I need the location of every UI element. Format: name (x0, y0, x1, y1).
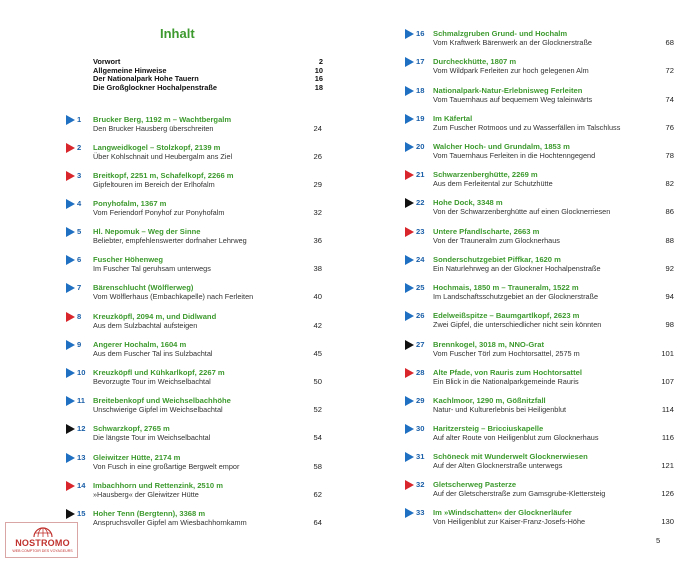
toc-entry-page: 116 (661, 433, 674, 442)
toc-entry-page: 72 (665, 66, 674, 75)
toc-entry-title: Schwarzenberghütte, 2269 m (433, 170, 538, 179)
toc-entry-number: 19 (416, 114, 425, 123)
front-matter-page: 2 (318, 57, 323, 66)
toc-entry-page: 42 (313, 321, 322, 330)
toc-entry-subtitle: Im Fuscher Tal geruhsam unterwegs (93, 264, 211, 273)
toc-entry-number: 13 (77, 453, 86, 462)
toc-entry-subtitle: Vom Kraftwerk Bärenwerk an der Glocknerstraße (433, 38, 592, 47)
difficulty-marker-icon (66, 115, 75, 125)
page-number: 5 (656, 536, 661, 545)
toc-entry-title: Gleiwitzer Hütte, 2174 m (93, 453, 181, 462)
toc-entry-number: 9 (77, 340, 82, 349)
front-matter-item[interactable] (93, 84, 323, 93)
toc-entry-title: Breitebenkopf und Weichselbachhöhe (93, 396, 231, 405)
toc-entry-subtitle: Vom Tauernhaus Ferleiten in die Hochtenngegend (433, 151, 596, 160)
toc-entry[interactable] (0, 339, 340, 361)
toc-entry-subtitle: Ein Naturlehrweg an der Glockner Hochalpenstraße (433, 264, 601, 273)
difficulty-marker-icon (66, 453, 75, 463)
difficulty-marker-icon (66, 255, 75, 265)
difficulty-marker-icon (66, 340, 75, 350)
toc-entry-number: 18 (416, 86, 425, 95)
toc-entry-page: 126 (661, 489, 674, 498)
toc-entry-number: 8 (77, 312, 82, 321)
toc-entry[interactable] (0, 311, 340, 333)
toc-entry-number: 1 (77, 115, 82, 124)
toc-entry-number: 24 (416, 255, 425, 264)
toc-entry-page: 121 (661, 461, 674, 470)
toc-entry-number: 7 (77, 283, 82, 292)
toc-entry-subtitle: Von der Schwarzenberghütte auf einen Glocknerriesen (433, 207, 611, 216)
difficulty-marker-icon (405, 480, 414, 490)
toc-entry-title: Hochmais, 1850 m – Trauneralm, 1522 m (433, 283, 579, 292)
toc-entry[interactable] (350, 282, 690, 304)
toc-entry-title: Edelweißspitze – Baumgartlkopf, 2623 m (433, 311, 580, 320)
logo-tagline: WEB COMPTOIR DES VOYAGEURS (12, 549, 73, 553)
toc-entry-number: 26 (416, 311, 425, 320)
difficulty-marker-icon (405, 227, 414, 237)
toc-entry-number: 20 (416, 142, 425, 151)
toc-entry-number: 3 (77, 171, 82, 180)
difficulty-marker-icon (405, 424, 414, 434)
toc-entry-number: 29 (416, 396, 425, 405)
toc-entry[interactable] (0, 226, 340, 248)
difficulty-marker-icon (405, 508, 414, 518)
difficulty-marker-icon (66, 227, 75, 237)
toc-entry[interactable] (350, 423, 690, 445)
difficulty-marker-icon (66, 396, 75, 406)
toc-entry-title: Langweidkogel – Stolzkopf, 2139 m (93, 143, 221, 152)
toc-entry[interactable] (350, 226, 690, 248)
toc-entry[interactable] (0, 198, 340, 220)
toc-entry-title: Fuscher Höhenweg (93, 255, 164, 264)
difficulty-marker-icon (405, 114, 414, 124)
toc-entry-title: Hoher Tenn (Bergtenn), 3368 m (93, 509, 206, 518)
toc-entry[interactable] (350, 479, 690, 501)
toc-entry-title: Brennkogel, 3018 m, NNO-Grat (433, 340, 544, 349)
toc-entry-subtitle: Aus dem Sulzbachtal aufsteigen (93, 321, 198, 330)
toc-entry-page: 32 (313, 208, 322, 217)
difficulty-marker-icon (405, 452, 414, 462)
toc-entry-page: 62 (313, 490, 322, 499)
toc-entry-subtitle: Vom Wildpark Ferleiten zur hoch gelegenen Alm (433, 66, 589, 75)
front-matter-page: 18 (314, 82, 323, 92)
toc-entry-title: Imbachhorn und Rettenzink, 2510 m (93, 481, 223, 490)
toc-entry[interactable] (350, 451, 690, 473)
toc-entry-subtitle: Im Landschaftsschutzgebiet an der Glocknerstraße (433, 292, 599, 301)
toc-entry-page: 107 (661, 377, 674, 386)
difficulty-marker-icon (66, 171, 75, 181)
page-title: Inhalt (160, 26, 195, 41)
toc-entry-page: 64 (313, 518, 322, 527)
toc-entry-number: 11 (77, 396, 86, 405)
difficulty-marker-icon (405, 57, 414, 67)
difficulty-marker-icon (405, 170, 414, 180)
toc-entry[interactable] (0, 367, 340, 389)
toc-entry-page: 26 (313, 152, 322, 161)
toc-entry-page: 88 (665, 236, 674, 245)
difficulty-marker-icon (405, 86, 414, 96)
toc-entry-subtitle: Bevorzugte Tour im Weichselbachtal (93, 377, 211, 386)
toc-entry-number: 25 (416, 283, 425, 292)
toc-entry[interactable] (350, 507, 690, 529)
toc-entry[interactable] (0, 395, 340, 417)
toc-entry[interactable] (0, 142, 340, 164)
difficulty-marker-icon (66, 509, 75, 519)
toc-entry-subtitle: Aus dem Ferleitental zur Schutzhütte (433, 179, 553, 188)
difficulty-marker-icon (405, 29, 414, 39)
toc-entry-subtitle: Von Fusch in eine großartige Bergwelt empor (93, 462, 240, 471)
toc-entry-title: Brucker Berg, 1192 m – Wachtbergalm (93, 115, 232, 124)
toc-entry-title: Angerer Hochalm, 1604 m (93, 340, 187, 349)
toc-entry[interactable] (0, 423, 340, 445)
toc-entry-title: Im Käfertal (433, 114, 473, 123)
toc-entry-number: 16 (416, 29, 425, 38)
toc-entry-title: Gletscherweg Pasterze (433, 480, 517, 489)
toc-entry-page: 78 (665, 151, 674, 160)
toc-entry-title: Hl. Nepomuk – Weg der Sinne (93, 227, 201, 236)
toc-entry-subtitle: Vom Feriendorf Ponyhof zur Ponyhofalm (93, 208, 225, 217)
toc-entry-number: 5 (77, 227, 82, 236)
toc-entry[interactable] (350, 395, 690, 417)
toc-entry-page: 45 (313, 349, 322, 358)
toc-entry-number: 21 (416, 170, 425, 179)
toc-entry-number: 28 (416, 368, 425, 377)
toc-entry[interactable] (350, 56, 690, 78)
toc-entry-title: Haritzersteig – Bricciuskapelle (433, 424, 544, 433)
toc-entry-subtitle: Aus dem Fuscher Tal ins Sulzbachtal (93, 349, 213, 358)
difficulty-marker-icon (66, 283, 75, 293)
toc-entry-subtitle: Natur- und Kulturerlebnis bei Heiligenblut (433, 405, 567, 414)
toc-entry-page: 36 (313, 236, 322, 245)
toc-entry[interactable] (350, 367, 690, 389)
toc-entry-page: 58 (313, 462, 322, 471)
toc-entry-page: 68 (665, 38, 674, 47)
toc-entry-subtitle: Auf der Alten Glocknerstraße unterwegs (433, 461, 563, 470)
front-matter-label: Die Großglockner Hochalpenstraße (93, 82, 218, 92)
toc-entry-subtitle: Von Heiligenblut zur Kaiser-Franz-Josefs-Höhe (433, 517, 586, 526)
difficulty-marker-icon (405, 283, 414, 293)
toc-entry[interactable] (350, 113, 690, 135)
toc-entry-title: Kreuzköpfl und Kühkarlkopf, 2267 m (93, 368, 225, 377)
front-matter-label: Der Nationalpark Hohe Tauern (93, 74, 199, 84)
toc-entry-number: 12 (77, 424, 86, 433)
toc-entry-title: Durcheckhütte, 1807 m (433, 57, 517, 66)
toc-entry-number: 23 (416, 227, 425, 236)
toc-entry-number: 4 (77, 199, 82, 208)
toc-entry[interactable] (0, 114, 340, 136)
difficulty-marker-icon (66, 368, 75, 378)
toc-entry[interactable] (0, 452, 340, 474)
difficulty-marker-icon (405, 311, 414, 321)
front-matter-label: Allgemeine Hinweise (93, 65, 167, 75)
toc-entry-subtitle: Vom Fuscher Törl zum Hochtorsattel, 2575 m (433, 349, 580, 358)
toc-entry-number: 10 (77, 368, 86, 377)
toc-entry-page: 50 (313, 377, 322, 386)
toc-entry-title: Ponyhofalm, 1367 m (93, 199, 167, 208)
toc-entry[interactable] (350, 310, 690, 332)
difficulty-marker-icon (66, 481, 75, 491)
toc-entry-subtitle: »Hausberg« der Gleiwitzer Hütte (93, 490, 199, 499)
toc-entry-subtitle: Vom Wölflerhaus (Embachkapelle) nach Ferleiten (93, 292, 254, 301)
toc-entry-subtitle: Zwei Gipfel, die unterschiedlicher nicht sein könnten (433, 320, 602, 329)
toc-entry[interactable] (350, 254, 690, 276)
globe-icon (32, 524, 54, 538)
toc-entry-title: Sonderschutzgebiet Piffkar, 1620 m (433, 255, 561, 264)
toc-entry-subtitle: Gipfeltouren im Bereich der Erlhofalm (93, 180, 215, 189)
toc-entry[interactable] (0, 170, 340, 192)
toc-entry-title: Hohe Dock, 3348 m (433, 198, 503, 207)
toc-entry-title: Alte Pfade, von Rauris zum Hochtorsattel (433, 368, 582, 377)
toc-entry-page: 94 (665, 292, 674, 301)
toc-entry-page: 101 (661, 349, 674, 358)
toc-entry[interactable] (0, 282, 340, 304)
toc-entry[interactable] (350, 197, 690, 219)
toc-entry-page: 74 (665, 95, 674, 104)
front-matter-page: 16 (314, 74, 323, 84)
toc-entry[interactable] (0, 254, 340, 276)
toc-entry[interactable] (350, 169, 690, 191)
toc-entry-title: Kachlmoor, 1290 m, Gößnitzfall (433, 396, 546, 405)
toc-entry-subtitle: Beliebter, empfehlenswerter dorfnaher Lehrweg (93, 236, 247, 245)
toc-entry-page: 86 (665, 207, 674, 216)
toc-entry-page: 98 (665, 320, 674, 329)
toc-entry-subtitle: Über Kohlschnait und Heubergalm ans Ziel (93, 152, 233, 161)
toc-entry-subtitle: Ein Blick in die Nationalparkgemeinde Rauris (433, 377, 579, 386)
publisher-logo (5, 522, 78, 558)
difficulty-marker-icon (405, 255, 414, 265)
toc-entry-subtitle: Die längste Tour im Weichselbachtal (93, 433, 211, 442)
toc-entry-number: 2 (77, 143, 82, 152)
toc-entry-subtitle: Den Brucker Hausberg überschreiten (93, 124, 214, 133)
toc-entry-page: 76 (665, 123, 674, 132)
toc-entry[interactable] (0, 480, 340, 502)
toc-entry-number: 17 (416, 57, 425, 66)
toc-entry-title: Schwarzkopf, 2765 m (93, 424, 170, 433)
toc-entry-page: 130 (661, 517, 674, 526)
difficulty-marker-icon (405, 396, 414, 406)
toc-entry-subtitle: Vom Tauernhaus auf bequemem Weg taleinwärts (433, 95, 593, 104)
toc-entry-title: Bärenschlucht (Wölflerweg) (93, 283, 194, 292)
toc-entry-page: 52 (313, 405, 322, 414)
toc-entry-page: 82 (665, 179, 674, 188)
toc-entry-title: Walcher Hoch- und Grundalm, 1853 m (433, 142, 570, 151)
difficulty-marker-icon (405, 142, 414, 152)
toc-entry[interactable] (350, 28, 690, 50)
toc-entry-title: Nationalpark-Natur-Erlebnisweg Ferleiten (433, 86, 583, 95)
toc-entry-subtitle: Auf der Gletscherstraße zum Gamsgrube-Klettersteig (433, 489, 606, 498)
toc-entry-page: 38 (313, 264, 322, 273)
toc-entry-number: 6 (77, 255, 82, 264)
toc-entry-title: Schmalzgruben Grund- und Hochalm (433, 29, 568, 38)
toc-entry-page: 40 (313, 292, 322, 301)
toc-entry-number: 15 (77, 509, 86, 518)
toc-entry-title: Schöneck mit Wunderwelt Glocknerwiesen (433, 452, 588, 461)
toc-entry-subtitle: Von der Trauneralm zum Glocknerhaus (433, 236, 560, 245)
toc-entry-number: 33 (416, 508, 425, 517)
toc-entry-page: 24 (313, 124, 322, 133)
toc-entry-number: 22 (416, 198, 425, 207)
front-matter-list (93, 58, 323, 92)
toc-entry-page: 92 (665, 264, 674, 273)
toc-entry-page: 114 (661, 405, 674, 414)
toc-entry-title: Im »Windschatten« der Glocknerläufer (433, 508, 572, 517)
difficulty-marker-icon (66, 143, 75, 153)
toc-entry[interactable] (350, 85, 690, 107)
difficulty-marker-icon (66, 199, 75, 209)
front-matter-label: Vorwort (93, 57, 121, 66)
logo-brand: NOSTROMO (15, 538, 70, 548)
toc-entry-page: 29 (313, 180, 322, 189)
toc-entry[interactable] (350, 141, 690, 163)
toc-entry-subtitle: Anspruchsvoller Gipfel am Wiesbachhornkamm (93, 518, 247, 527)
toc-entry-subtitle: Unschwierige Gipfel im Weichselbachtal (93, 405, 223, 414)
difficulty-marker-icon (66, 424, 75, 434)
toc-entry-title: Untere Pfandlscharte, 2663 m (433, 227, 540, 236)
toc-entry[interactable] (350, 339, 690, 361)
toc-entry-number: 32 (416, 480, 425, 489)
toc-entry-number: 14 (77, 481, 86, 490)
toc-entry-number: 27 (416, 340, 425, 349)
toc-entry-subtitle: Zum Fuscher Rotmoos und zu Wasserfällen im Talschluss (433, 123, 621, 132)
toc-entry-title: Kreuzköpfl, 2094 m, und Didlwand (93, 312, 217, 321)
toc-entry-number: 31 (416, 452, 425, 461)
front-matter-page: 10 (314, 65, 323, 75)
difficulty-marker-icon (66, 312, 75, 322)
toc-entry-number: 30 (416, 424, 425, 433)
difficulty-marker-icon (405, 368, 414, 378)
difficulty-marker-icon (405, 340, 414, 350)
toc-entry-title: Breitkopf, 2251 m, Schafelkopf, 2266 m (93, 171, 234, 180)
toc-entry-subtitle: Auf alter Route von Heiligenblut zum Glocknerhaus (433, 433, 599, 442)
toc-entry-page: 54 (313, 433, 322, 442)
difficulty-marker-icon (405, 198, 414, 208)
